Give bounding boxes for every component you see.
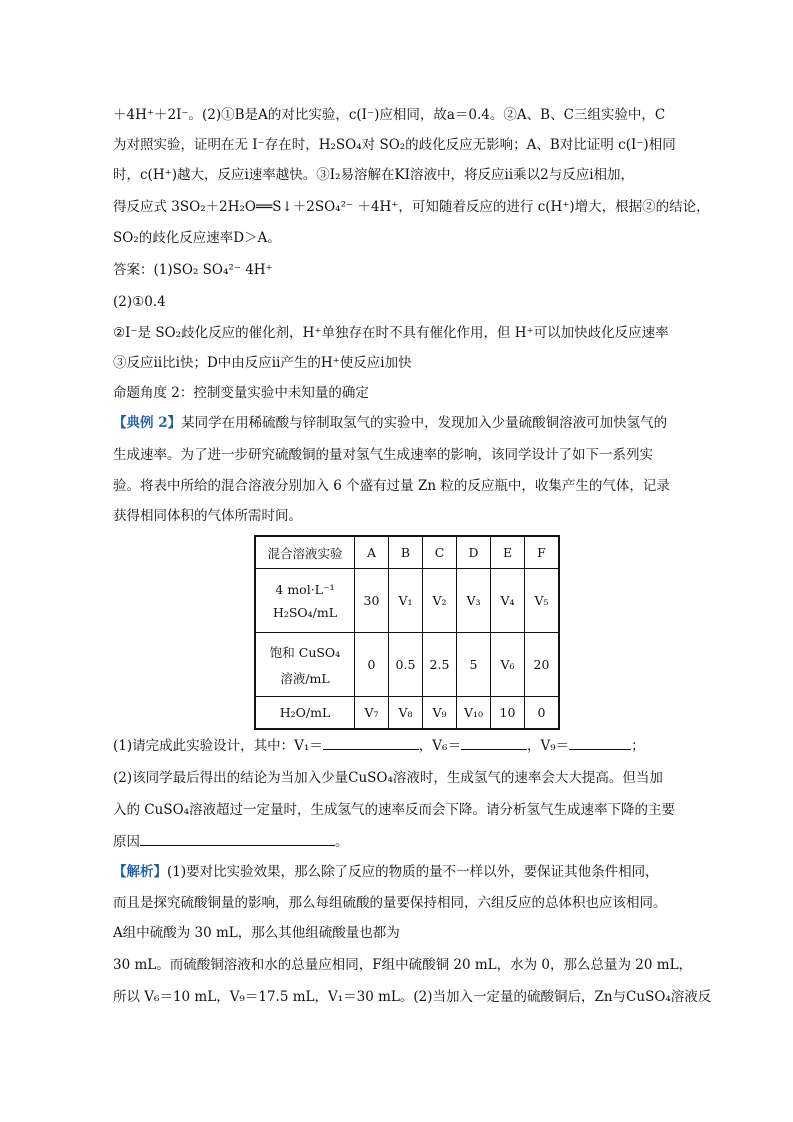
answer-blank-v6[interactable]: [461, 735, 527, 750]
table-header-cell: A: [355, 536, 389, 569]
experiment-table: [254, 535, 560, 730]
table-cell: V₆: [491, 633, 525, 697]
text-line: 生成速率。为了进一步研究硫酸铜的量对氢气生成速率的影响，该同学设计了如下一系列实: [113, 447, 653, 463]
question-2-line: [113, 831, 683, 852]
text-line: 得反应式 3SO₂＋2H₂O══S↓＋2SO₄²⁻ ＋4H⁺，可知随着反应的进行 c(H⁺)增大，根据②的结论，: [113, 199, 710, 215]
example-text: 某同学在用稀硫酸与锌制取氢气的实验中，发现加入少量硫酸铜溶液可加快氢气的: [181, 415, 668, 431]
table-cell: 0: [525, 697, 560, 730]
table-cell: 0: [355, 633, 389, 697]
table-header-cell: C: [423, 536, 457, 569]
row-label-line: H₂SO₄/mL: [272, 604, 338, 620]
row-label-line: 4 mol·L⁻¹: [275, 581, 335, 597]
text-line: (2)该同学最后得出的结论为当加入少量CuSO₄溶液时，生成氢气的速率会大大提高。但当加: [113, 770, 663, 786]
table-header-row: [255, 536, 559, 569]
table-cell: V₉: [423, 697, 457, 730]
text-line: 为对照实验，证明在无 I⁻存在时，H₂SO₄对 SO₂的歧化反应无影响；A、B对比证明 c(I⁻)相同: [113, 137, 676, 153]
analysis-line: [113, 862, 683, 882]
table-cell: V₁₀: [457, 697, 491, 730]
answer-line: ②I⁻是 SO₂歧化反应的催化剂，H⁺单独存在时不具有催化作用，但 H⁺可以加快歧化反应速率: [113, 325, 669, 341]
text-line: SO₂的歧化反应速率D＞A。: [113, 230, 281, 246]
row-label-water: H₂O/mL: [255, 697, 355, 730]
question-1-text: (1)请完成此实验设计，其中：V₁＝: [113, 738, 323, 754]
section-heading: 命题角度 2：控制变量实验中未知量的确定: [113, 385, 369, 401]
text-line: 所以 V₆＝10 mL，V₉＝17.5 mL，V₁＝30 mL。(2)当加入一定量的硫酸铜后，Zn与CuSO₄溶液反: [113, 989, 712, 1005]
row-label-line: 饱和 CuSO₄: [269, 644, 341, 660]
table-row: [255, 569, 559, 633]
table-cell: 2.5: [423, 633, 457, 697]
table-header-cell: F: [525, 536, 560, 569]
table-cell: V₁: [389, 569, 423, 633]
question-2-end: 。: [335, 834, 349, 850]
answer-blank-v1[interactable]: [323, 735, 419, 750]
row-label-h2so4: [255, 569, 355, 633]
table-cell: V₅: [525, 569, 560, 633]
table-header-cell: B: [389, 536, 423, 569]
answer-line: ③反应ⅱ比ⅰ快；D中由反应ⅱ产生的H⁺使反应ⅰ加快: [113, 355, 412, 371]
table-cell: 0.5: [389, 633, 423, 697]
example-paragraph-line: [113, 413, 683, 433]
table-header-cell: 混合溶液实验: [255, 536, 355, 569]
table-row: [255, 697, 559, 730]
text-line: 获得相同体积的气体所需时间。: [113, 508, 302, 524]
table-cell: V₂: [423, 569, 457, 633]
table-cell: V₄: [491, 569, 525, 633]
text-line: A组中硫酸为 30 mL，那么其他组硫酸量也都为: [113, 925, 400, 941]
question-1-v6-label: ，V₆＝: [418, 738, 461, 754]
question-1-end: ；: [631, 738, 645, 754]
table-cell: V₇: [355, 697, 389, 730]
table-cell: V₃: [457, 569, 491, 633]
text-line: 而且是探究硫酸铜量的影响，那么每组硫酸的量要保持相同，六组反应的总体积也应该相同。: [113, 895, 667, 911]
answer-blank-reason[interactable]: [140, 831, 335, 846]
answer-line: 答案：(1)SO₂ SO₄²⁻ 4H⁺: [113, 262, 273, 278]
analysis-text: (1)要对比实验效果，那么除了反应的物质的量不一样以外，要保证其他条件相同，: [167, 864, 659, 880]
question-2-text: 原因: [113, 834, 140, 850]
table-cell: 30: [355, 569, 389, 633]
answer-line: (2)①0.4: [113, 294, 166, 310]
text-line: 入的 CuSO₄溶液超过一定量时，生成氢气的速率反而会下降。请分析氢气生成速率下降的主要: [113, 802, 676, 818]
question-1-v9-label: ，V₉＝: [526, 738, 570, 754]
answer-blank-v9[interactable]: [569, 735, 631, 750]
text-line: 验。将表中所给的混合溶液分别加入 6 个盛有过量 Zn 粒的反应瓶中，收集产生的气体，记录: [113, 478, 670, 494]
table-header-cell: D: [457, 536, 491, 569]
text-line: 时，c(H⁺)越大，反应ⅰ速率越快。③I₂易溶解在KI溶液中，将反应ⅱ乘以2与反应ⅰ相加，: [113, 167, 635, 183]
table-cell: 20: [525, 633, 560, 697]
text-line: ＋4H⁺＋2I⁻。(2)①B是A的对比实验，c(I⁻)应相同，故a＝0.4。②A、B、C三组实验中，C: [113, 107, 666, 123]
question-1: [113, 735, 683, 756]
table-header-cell: E: [491, 536, 525, 569]
table-cell: 5: [457, 633, 491, 697]
row-label-line: 溶液/mL: [280, 670, 330, 686]
row-label-cuso4: [255, 633, 355, 697]
table-cell: V₈: [389, 697, 423, 730]
text-line: 30 mL。而硫酸铜溶液和水的总量应相同，F组中硫酸铜 20 mL，水为 0，那么总量为 20 mL，: [113, 957, 693, 973]
table-cell: 10: [491, 697, 525, 730]
example-tag: 【典例 2】: [113, 415, 182, 431]
analysis-tag: 【解析】: [113, 864, 167, 880]
table-row: [255, 633, 559, 697]
